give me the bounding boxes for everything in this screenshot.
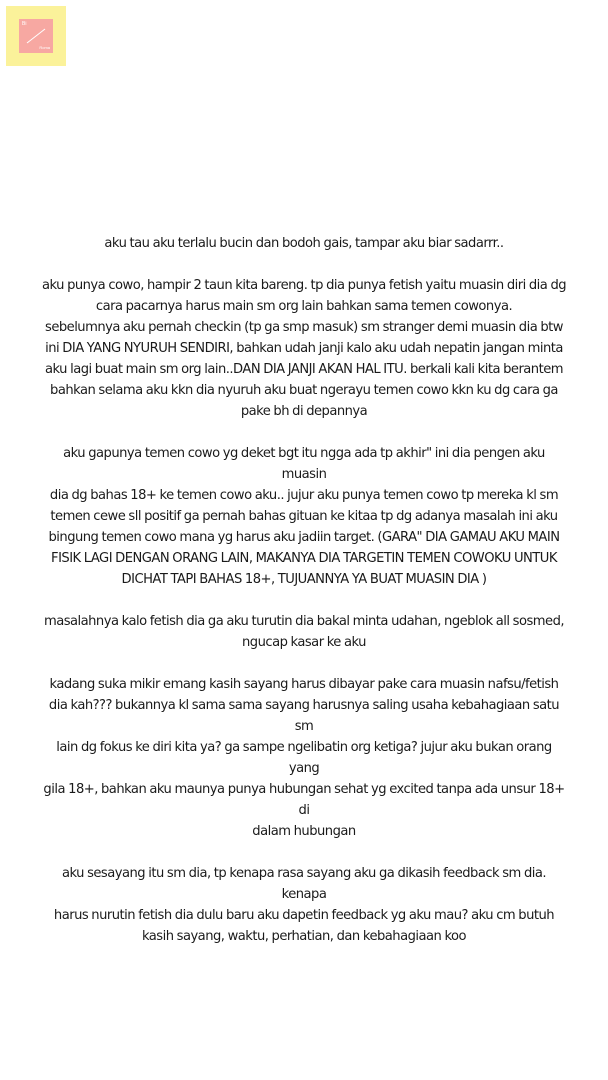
story-paragraph-3: aku gapunya temen cowo yg deket bgt itu ngga ada tp akhir" ini dia pengen aku muasin dia dg bahas 18+ ke temen cowo aku.. jujur aku punya temen cowo tp mereka kl sm temen cewe sll positif ga pernah bahas gituan ke kitaa tp dg adanya masalah ini aku bingung temen cowo mana yg harus aku jadiin target. (GARA" DIA GAMAU AKU MAIN FISIK LAGI DENGAN ORANG LAIN, MAKANYA DIA TARGETIN TEMEN COWOKU UNTUK DICHAT TAPI BAHAS 18+, TUJUANNYA YA BUAT MUASIN DIA ) — [48, 445, 560, 587]
story-paragraph-6: aku sesayang itu sm dia, tp kenapa rasa sayang aku ga dikasih feedback sm dia. kenapa harus nurutin fetish dia dulu baru aku dapetin feedback yg aku mau? aku cm butuh kasih sayang, waktu, perhatian, dan kebahagiaan koo — [53, 865, 555, 944]
story-text — [40, 233, 569, 947]
story-paragraph-1: aku tau aku terlalu bucin dan bodoh gais, tampar aku biar sadarrr.. — [104, 235, 504, 251]
story-paragraph-5: kadang suka mikir emang kasih sayang harus dibayar pake cara muasin nafsu/fetish dia kah??? bukannya kl sama sama sayang harusnya saling usaha kebahagiaan satu sm lain dg fokus ke diri kita ya? ga sampe ngelibatin org ketiga? jujur aku bukan orang yang gila 18+, bahkan aku maunya punya hubungan sehat yg excited tanpa ada unsur 18+ di dalam hubungan — [43, 676, 565, 839]
logo-text-top: Bi — [22, 21, 27, 27]
pink-square-logo-icon — [19, 19, 53, 53]
logo — [6, 6, 66, 66]
story-paragraph-4: masalahnya kalo fetish dia ga aku turutin dia bakal minta udahan, ngeblok all sosmed, ngucap kasar ke aku — [43, 613, 565, 650]
logo-text-bottom: Roma — [39, 45, 50, 50]
story-paragraph-2: aku punya cowo, hampir 2 taun kita bareng. tp dia punya fetish yaitu muasin diri dia dg cara pacarnya harus main sm org lain bahkan sama temen cowonya. sebelumnya aku pernah checkin (tp ga smp masuk) sm stranger demi muasin dia btw ini DIA YANG NYURUH SENDIRI, bahkan udah janji kalo aku udah nepatin jangan minta aku lagi buat main sm org lain..DAN DIA JANJI AKAN HAL ITU. berkali kali kita berantem bahkan selama aku kkn dia nyuruh aku buat ngerayu temen cowo kkn ku dg cara ga pake bh di depannya — [41, 277, 567, 419]
